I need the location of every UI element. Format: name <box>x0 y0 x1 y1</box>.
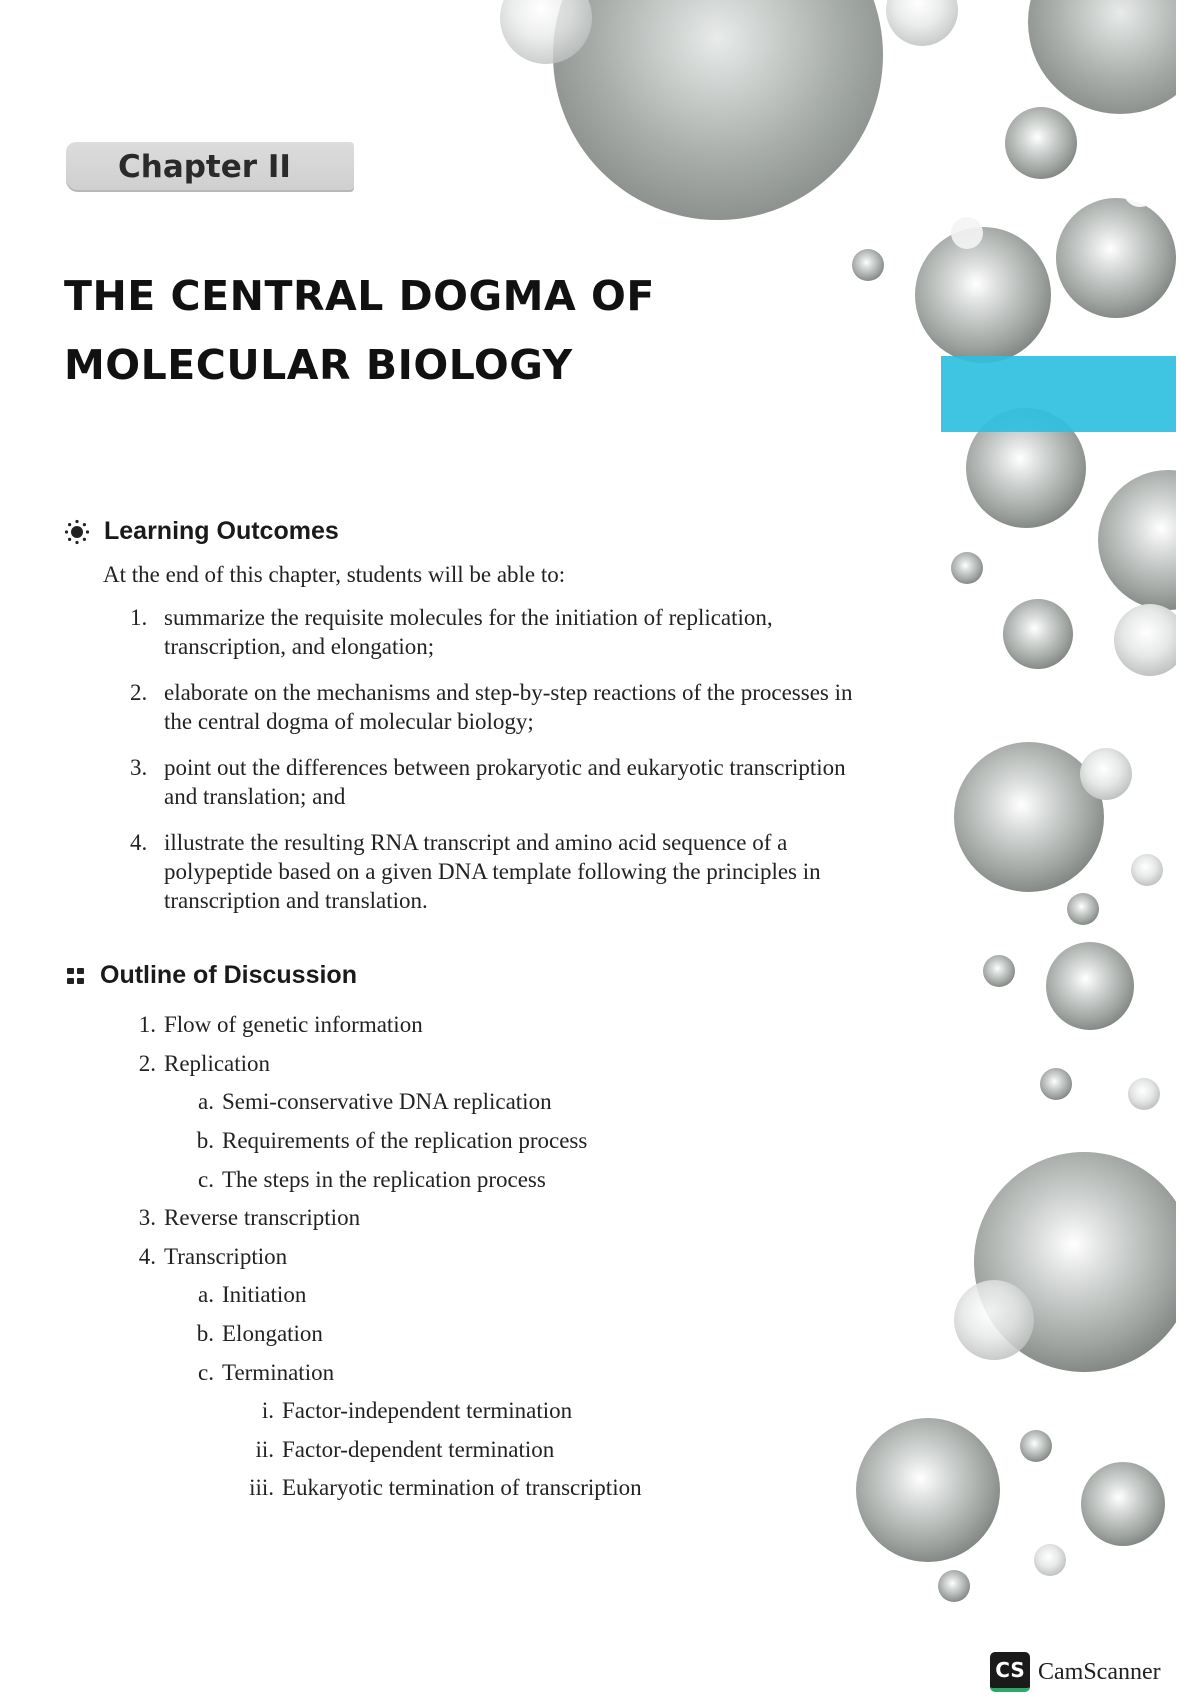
outline-item <box>130 1199 830 1238</box>
outline-text: Initiation <box>222 1282 307 1308</box>
outline-item <box>130 1315 830 1354</box>
outline-title: Outline of Discussion <box>100 961 357 989</box>
chapter-label: Chapter II <box>66 142 354 192</box>
outline-text: Flow of genetic information <box>164 1012 423 1038</box>
outline-item <box>130 1238 830 1277</box>
outline-text: Factor-independent termination <box>282 1398 573 1424</box>
outcome-number: 3. <box>130 755 148 780</box>
learning-outcomes-title: Learning Outcomes <box>104 517 339 545</box>
outcome-text: illustrate the resulting RNA transcript and amino acid sequence of a polypeptide based on a given DNA template following the principles in transcription and translation. <box>164 830 821 913</box>
outline-item <box>130 1392 830 1431</box>
outline-item <box>130 1276 830 1315</box>
four-dots-icon <box>66 966 86 986</box>
outline-text: Termination <box>222 1359 335 1385</box>
outline-text: Transcription <box>164 1243 288 1269</box>
outline-number: 3. <box>138 1205 156 1231</box>
outline-number: i. <box>261 1398 274 1424</box>
outline-heading <box>66 961 357 990</box>
learning-outcomes-heading <box>64 517 339 546</box>
outline-text: Factor-dependent termination <box>282 1436 555 1462</box>
outline-number: iii. <box>249 1475 274 1501</box>
sun-icon <box>64 519 90 545</box>
outline-item <box>130 1122 830 1161</box>
outcome-item <box>130 603 870 661</box>
outcome-text: point out the differences between prokaryotic and eukaryotic transcription and translation; and <box>164 755 846 809</box>
outline-text: Eukaryotic termination of transcription <box>282 1475 642 1501</box>
title-line-1: THE CENTRAL DOGMA OF <box>64 272 655 320</box>
outline-text: The steps in the replication process <box>222 1166 546 1192</box>
outline-item <box>130 1431 830 1470</box>
outline-number: 2. <box>138 1050 156 1076</box>
outline-number: 4. <box>138 1243 156 1269</box>
outline-item <box>130 1083 830 1122</box>
outline-text: Replication <box>164 1050 271 1076</box>
outline-item <box>130 1160 830 1199</box>
learning-outcomes-list <box>130 603 870 932</box>
chapter-title <box>64 262 764 400</box>
camscanner-logo: CS <box>990 1652 1030 1692</box>
outline-number: 1. <box>138 1012 156 1038</box>
camscanner-watermark <box>990 1652 1161 1692</box>
outcome-item <box>130 828 870 915</box>
outline-text: Reverse transcription <box>164 1205 361 1231</box>
page-edge <box>1176 0 1200 1698</box>
outline-text: Semi-conservative DNA replication <box>222 1089 552 1115</box>
outline-text: Elongation <box>222 1321 323 1347</box>
outline-number: ii. <box>255 1436 274 1462</box>
outline-number: a. <box>198 1089 214 1115</box>
outline-number: c. <box>198 1359 214 1385</box>
outline-item <box>130 1006 830 1045</box>
outline-number: b. <box>196 1321 214 1347</box>
outline-number: c. <box>198 1166 214 1192</box>
camscanner-text: CamScanner <box>1038 1658 1161 1685</box>
outcome-item <box>130 753 870 811</box>
outcome-number: 4. <box>130 830 148 855</box>
accent-bar <box>941 356 1176 432</box>
outcome-number: 1. <box>130 605 148 630</box>
learning-outcomes-intro: At the end of this chapter, students will be able to: <box>103 562 566 587</box>
outline-text: Requirements of the replication process <box>222 1128 588 1154</box>
title-line-2: MOLECULAR BIOLOGY <box>64 341 573 389</box>
outline-list <box>130 1006 830 1508</box>
outline-item <box>130 1353 830 1392</box>
outline-number: a. <box>198 1282 214 1308</box>
outline-item <box>130 1045 830 1084</box>
outcome-number: 2. <box>130 680 148 705</box>
outcome-text: elaborate on the mechanisms and step-by-step reactions of the processes in the central dogma of molecular biology; <box>164 680 853 734</box>
outcome-item <box>130 678 870 736</box>
outline-item <box>130 1469 830 1508</box>
outline-number: b. <box>196 1128 214 1154</box>
outcome-text: summarize the requisite molecules for the initiation of replication, transcription, and elongation; <box>164 605 773 659</box>
